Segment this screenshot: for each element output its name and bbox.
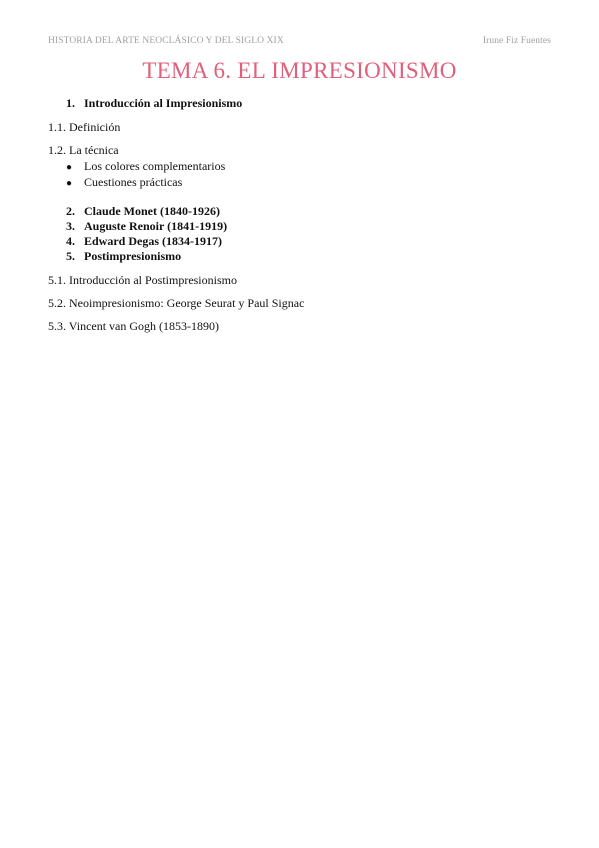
list-item-label: Los colores complementarios [84, 159, 226, 173]
toc-subsection-5-3: 5.3. Vincent van Gogh (1853-1890) [48, 319, 220, 333]
toc-section-3 [66, 219, 227, 233]
header-course: HISTORIA DEL ARTE NEOCLÁSICO Y DEL SIGLO XIX [48, 36, 284, 46]
toc-label: Auguste Renoir (1841-1919) [84, 219, 228, 233]
list-item [66, 159, 225, 175]
toc-section-4 [66, 234, 222, 248]
toc-section-1 [66, 96, 242, 110]
bullet-icon: ● [66, 162, 73, 173]
page-title: TEMA 6. EL IMPRESIONISMO [142, 58, 457, 83]
bullet-icon: ● [66, 178, 73, 189]
toc-section-5 [66, 249, 181, 263]
toc-label: Postimpresionismo [84, 249, 182, 263]
toc-label: Edward Degas (1834-1917) [84, 234, 222, 248]
list-item [66, 175, 182, 191]
toc-label: Introducción al Impresionismo [84, 96, 243, 110]
list-item-label: Cuestiones prácticas [84, 175, 183, 189]
toc-section-2 [66, 204, 220, 218]
toc-number: 4. [66, 234, 75, 248]
toc-label: Claude Monet (1840-1926) [84, 204, 220, 218]
toc-number: 3. [66, 219, 75, 233]
toc-number: 5. [66, 249, 75, 263]
toc-number: 2. [66, 204, 75, 218]
toc-subsection-1-1: 1.1. Definición [48, 120, 121, 134]
header-author: Irune Fiz Fuentes [482, 36, 551, 46]
toc-subsection-1-2: 1.2. La técnica [48, 143, 119, 157]
toc-subsection-5-1: 5.1. Introducción al Postimpresionismo [48, 273, 237, 287]
toc-subsection-5-2: 5.2. Neoimpresionismo: George Seurat y Paul Signac [48, 296, 305, 310]
toc-number: 1. [66, 96, 75, 110]
